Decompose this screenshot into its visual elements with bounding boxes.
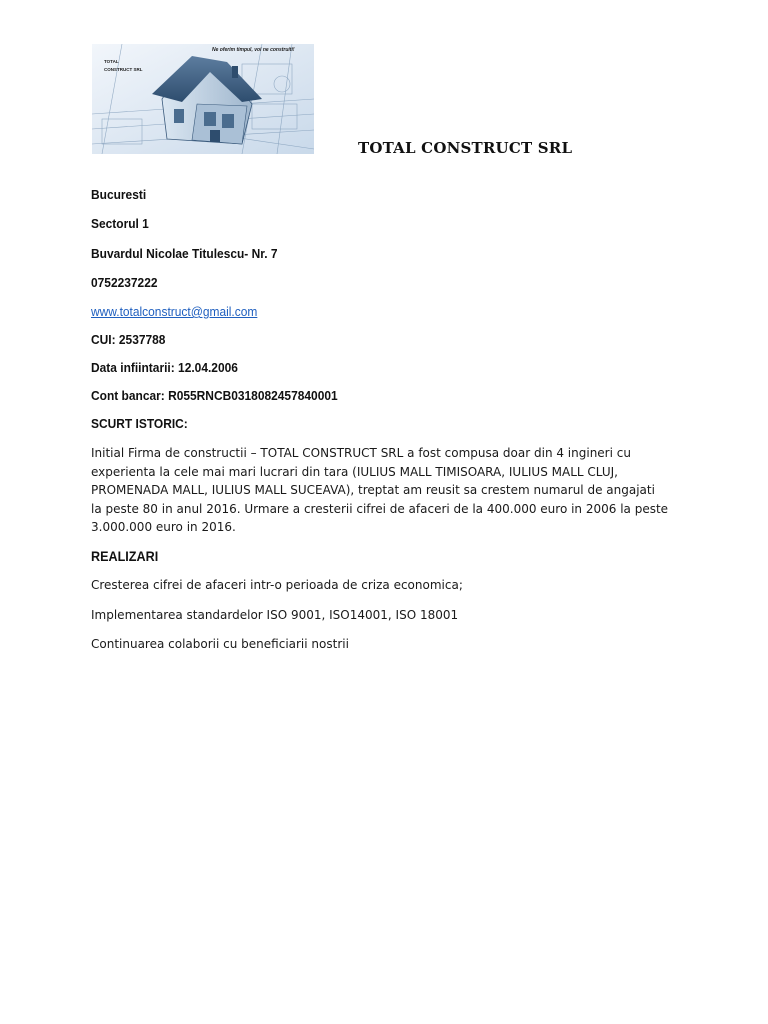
history-line: 3.000.000 euro in 2016. — [91, 520, 236, 535]
history-paragraph — [91, 444, 681, 537]
history-line: experienta la cele mai mari lucrari din tara (IULIUS MALL TIMISOARA, IULIUS MALL CLUJ, — [91, 464, 618, 479]
sector-field: Sectorul 1 — [91, 216, 149, 231]
achievement-item: Continuarea colaborii cu beneficiarii nostrii — [91, 637, 349, 651]
email-link[interactable]: www.totalconstruct@gmail.com — [91, 304, 258, 319]
bank-account-field: Cont bancar: R055RNCB0318082457840001 — [91, 388, 338, 403]
company-logo — [92, 44, 314, 154]
phone-field: 0752237222 — [91, 275, 158, 290]
logo-illustration — [92, 44, 314, 154]
logo-tagline: Ne oferim timpul, voi ne construiti! — [212, 47, 295, 53]
cui-field: CUI: 2537788 — [91, 332, 166, 347]
logo-line-2: CONSTRUCT SRL — [104, 67, 143, 72]
company-title: TOTAL CONSTRUCT SRL — [358, 139, 573, 157]
history-line: la peste 80 in anul 2016. Urmare a cresterii cifrei de afaceri de la 400.000 euro in 2006 la peste — [91, 501, 669, 516]
city-field: Bucuresti — [91, 187, 147, 202]
achievement-item: Implementarea standardelor ISO 9001, ISO14001, ISO 18001 — [91, 608, 459, 622]
achievements-heading: REALIZARI — [91, 548, 159, 564]
achievement-item: Cresterea cifrei de afaceri intr-o perioada de criza economica; — [91, 578, 463, 592]
email-row — [91, 304, 257, 319]
address-field: Buvardul Nicolae Titulescu- Nr. 7 — [91, 246, 278, 261]
history-line: Initial Firma de constructii – TOTAL CONSTRUCT SRL a fost compusa doar din 4 ingineri cu — [91, 446, 631, 460]
logo-line-1: TOTAL — [104, 59, 119, 64]
history-line: PROMENADA MALL, IULIUS MALL SUCEAVA), treptat am reusit sa crestem numarul de angajati — [91, 483, 655, 498]
founded-field: Data infiintarii: 12.04.2006 — [91, 360, 238, 375]
history-heading: SCURT ISTORIC: — [91, 416, 188, 431]
